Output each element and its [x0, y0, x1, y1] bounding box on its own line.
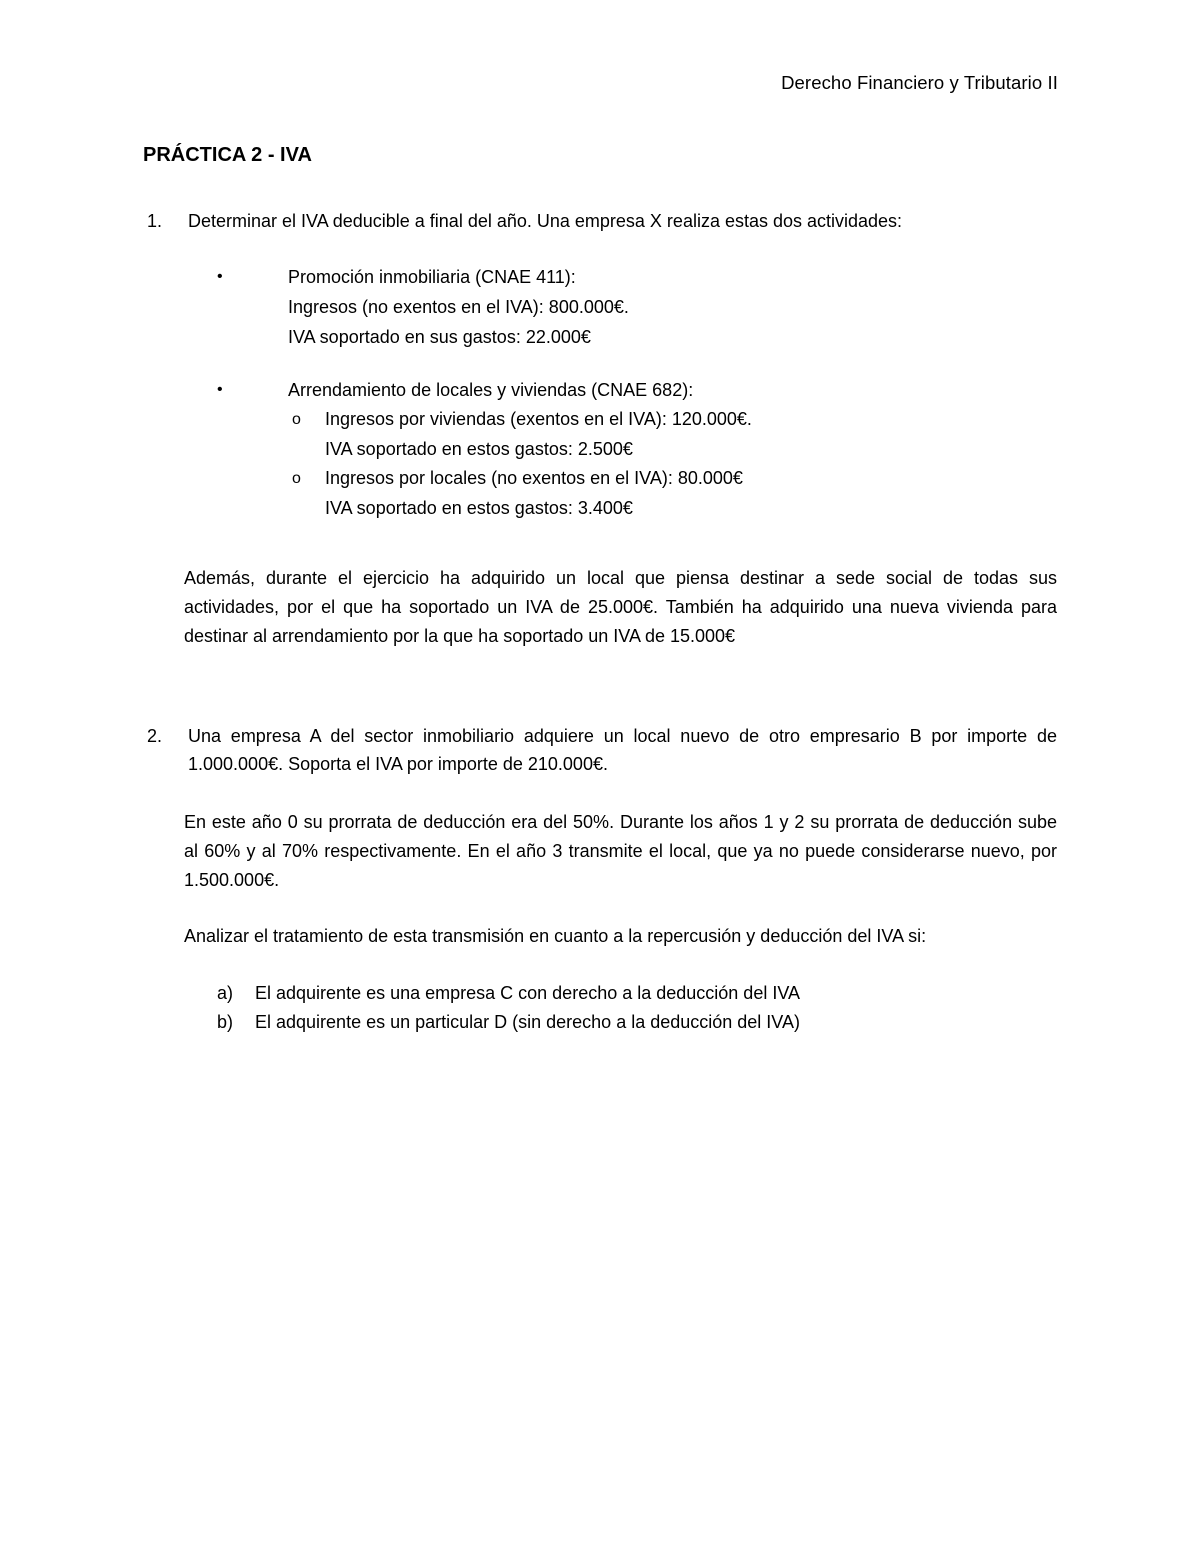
activity-2-item-1: [143, 405, 1057, 464]
option-b-label: b): [217, 1011, 234, 1032]
activity-2-item-2-line-1: Ingresos por locales (no exentos en el IVA): 80.000€: [325, 468, 743, 488]
activity-1: [143, 262, 1057, 352]
question-2-options: [143, 979, 1057, 1036]
option-b: [143, 1008, 1057, 1037]
document-title: PRÁCTICA 2 - IVA: [143, 144, 312, 166]
question-2: [143, 722, 1057, 778]
question-2-paragraph-1: En este año 0 su prorrata de deducción era del 50%. Durante los años 1 y 2 su prorrata de deducción sube al 60% y al 70% respectivamente. En el año 3 transmite el local, que ya no puede considerarse nuevo, por 1.500.000€.: [184, 812, 1057, 890]
question-1-text: Determinar el IVA deducible a final del año. Una empresa X realiza estas dos actividades:: [188, 211, 903, 231]
page-header: Derecho Financiero y Tributario II: [781, 72, 1058, 93]
activity-1-line-2: IVA soportado en sus gastos: 22.000€: [288, 327, 591, 347]
sub-bullet-icon: o: [292, 411, 301, 428]
activity-2-item-1-line-1: Ingresos por viviendas (exentos en el IVA): 120.000€.: [325, 409, 752, 429]
sub-bullet-icon: o: [292, 470, 301, 487]
activity-2-item-2-line-2: IVA soportado en estos gastos: 3.400€: [325, 497, 633, 518]
activity-1-line-1: Ingresos (no exentos en el IVA): 800.000€.: [288, 297, 629, 317]
activity-2-item-1-line-2: IVA soportado en estos gastos: 2.500€: [325, 438, 633, 459]
option-a-text: El adquirente es una empresa C con derecho a la deducción del IVA: [255, 983, 801, 1003]
bullet-icon: •: [217, 381, 223, 398]
option-a-label: a): [217, 983, 234, 1003]
question-2-number: 2.: [147, 726, 163, 746]
bullet-icon: •: [217, 268, 223, 285]
question-2-text: Una empresa A del sector inmobiliario adquiere un local nuevo de otro empresario B por importe de 1.000.000€. Soporta el IVA por importe de 210.000€.: [188, 726, 1057, 774]
activity-2-name: Arrendamiento de locales y viviendas (CNAE 682):: [288, 380, 694, 400]
question-2-paragraph-2: Analizar el tratamiento de esta transmisión en cuanto a la repercusión y deducción del IVA si:: [184, 926, 927, 946]
activity-1-name: Promoción inmobiliaria (CNAE 411):: [288, 267, 576, 287]
question-1-additional: Además, durante el ejercicio ha adquirido un local que piensa destinar a sede social de todas sus actividades, por el que ha soportado un IVA de 25.000€. También ha adquirido una nueva vivienda para destinar al arrendamiento por la que ha soportado un IVA de 15.000€: [184, 568, 1057, 646]
question-1-number: 1.: [147, 211, 163, 231]
option-a: [143, 979, 1057, 1008]
activity-2: [143, 375, 1057, 523]
question-1: [143, 207, 1057, 235]
option-b-text: El adquirente es un particular D (sin derecho a la deducción del IVA): [255, 1011, 800, 1032]
activity-2-item-2: [143, 464, 1057, 523]
